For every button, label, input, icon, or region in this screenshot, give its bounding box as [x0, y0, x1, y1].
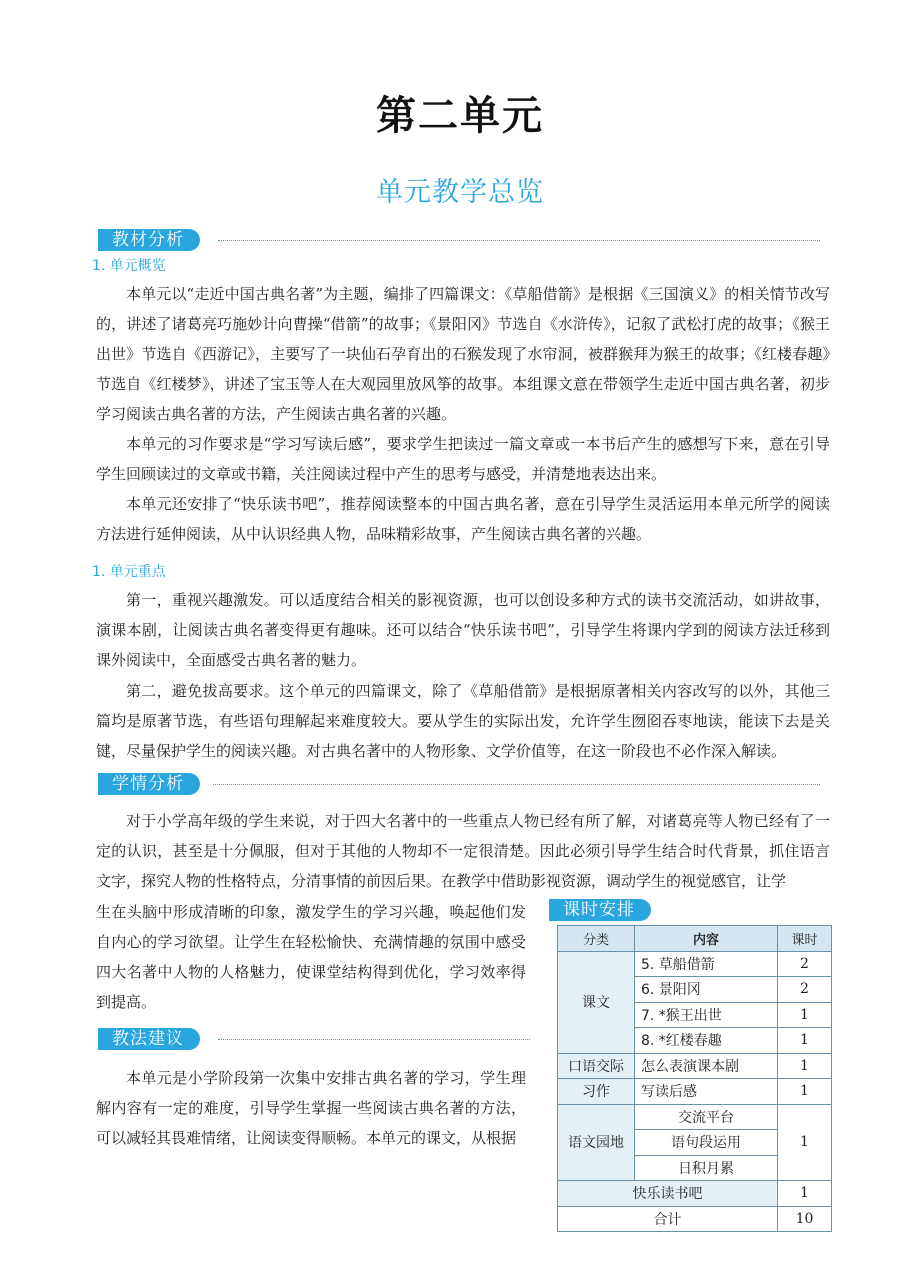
section-divider: [218, 1039, 530, 1040]
table-header-row: [558, 926, 832, 952]
lesson-item: 写读后感: [635, 1079, 778, 1105]
lesson-schedule-table: [557, 925, 832, 1232]
lesson-hours: 1: [778, 1079, 832, 1105]
lesson-item: 交流平台: [635, 1104, 778, 1130]
lesson-hours: 2: [778, 951, 832, 977]
table-row: [558, 1181, 832, 1207]
lesson-hours: 1: [778, 1053, 832, 1079]
students-paragraph: 生在头脑中形成清晰的印象，激发学生的学习兴趣，唤起他们发自内心的学习欲望。让学生在轻松愉快、充满情趣的氛围中感受四大名著中人物的人格魅力，使课堂结构得到优化，学习效率得到提高。: [96, 903, 526, 1011]
lesson-item: 怎么表演课本剧: [635, 1053, 778, 1079]
lesson-hours: 1: [778, 1181, 832, 1207]
lesson-hours: 1: [778, 1104, 832, 1181]
section-label-students: 学情分析: [98, 773, 200, 795]
table-total-row: [558, 1206, 832, 1232]
header-category: 分类: [558, 926, 635, 952]
lesson-item: 6. 景阳冈: [635, 977, 778, 1003]
section-header-materials: [98, 229, 820, 251]
category-writing: 习作: [558, 1079, 635, 1105]
table-row: [558, 1104, 832, 1130]
overview-heading: 1. 单元概览: [92, 258, 166, 274]
focus-paragraph: 第一，重视兴趣激发。可以适度结合相关的影视资源，也可以创设多种方式的读书交流活动，如讲故事，演课本剧，让阅读古典名著变得更有趣味。还可以结合“快乐读书吧”，引导学生将课内学到的阅读方法迁移到课外阅读中，全面感受古典名著的魅力。: [96, 591, 830, 669]
table-row: [558, 1079, 832, 1105]
page-title: 第二单元: [376, 93, 544, 139]
lesson-item: 7. *猴王出世: [635, 1002, 778, 1028]
section-label-schedule: 课时安排: [549, 899, 651, 921]
table-row: [558, 1053, 832, 1079]
students-paragraph: 对于小学高年级的学生来说，对于四大名著中的一些重点人物已经有所了解，对诸葛亮等人物已经有了一定的认识，甚至是十分佩服，但对于其他的人物却不一定很清楚。因此必须引导学生结合时代背景，抓住语言文字，探究人物的性格特点，分清事情的前因后果。在教学中借助影视资源，调动学生的视觉感官，让学: [96, 812, 830, 890]
category-texts: 课文: [558, 951, 635, 1053]
header-content: 内容: [635, 926, 778, 952]
section-label-methods: 教法建议: [98, 1028, 200, 1050]
section-divider: [213, 784, 820, 785]
lesson-hours: 2: [778, 977, 832, 1003]
category-garden: 语文园地: [558, 1104, 635, 1181]
lesson-hours: 1: [778, 1002, 832, 1028]
lesson-item: 8. *红楼春趣: [635, 1028, 778, 1054]
section-divider: [218, 240, 820, 241]
lesson-item: 快乐读书吧: [558, 1181, 778, 1207]
lesson-item: 语句段运用: [635, 1130, 778, 1156]
section-header-methods: [98, 1028, 530, 1050]
total-label: 合计: [558, 1206, 778, 1232]
table-row: [558, 951, 832, 977]
lesson-item: 5. 草船借箭: [635, 951, 778, 977]
overview-paragraph: 本单元以“走近中国古典名著”为主题，编排了四篇课文：《草船借箭》是根据《三国演义》的相关情节改写的，讲述了诸葛亮巧施妙计向曹操“借箭”的故事；《景阳冈》节选自《水浒传》，记叙了武松打虎的故事；《猴王出世》节选自《西游记》，主要写了一块仙石孕育出的石猴发现了水帘洞，被群猴拜为猴王的故事；《红楼春趣》节选自《红楼梦》，讲述了宝玉等人在大观园里放风筝的故事。本组课文意在带领学生走近中国古典名著，初步学习阅读古典名著的方法，产生阅读古典名著的兴趣。: [96, 285, 830, 423]
focus-heading: 1. 单元重点: [92, 564, 166, 580]
methods-paragraph: 本单元是小学阶段第一次集中安排古典名著的学习，学生理解内容有一定的难度，引导学生掌握一些阅读古典名著的方法，可以减轻其畏难情绪，让阅读变得顺畅。本单元的课文，从根据: [96, 1069, 526, 1147]
page-subtitle: 单元教学总览: [376, 177, 544, 208]
overview-paragraph: 本单元的习作要求是“学习写读后感”，要求学生把读过一篇文章或一本书后产生的感想写下来，意在引导学生回顾读过的文章或书籍，关注阅读过程中产生的思考与感受，并清楚地表达出来。: [96, 435, 830, 483]
lesson-item: 日积月累: [635, 1155, 778, 1181]
overview-paragraph: 本单元还安排了“快乐读书吧”，推荐阅读整本的中国古典名著，意在引导学生灵活运用本单元所学的阅读方法进行延伸阅读，从中认识经典人物，品味精彩故事，产生阅读古典名著的兴趣。: [96, 495, 830, 543]
lesson-hours: 1: [778, 1028, 832, 1054]
category-oral: 口语交际: [558, 1053, 635, 1079]
section-header-schedule: [549, 899, 669, 921]
focus-paragraph: 第二，避免拔高要求。这个单元的四篇课文，除了《草船借箭》是根据原著相关内容改写的以外，其他三篇均是原著节选，有些语句理解起来难度较大。要从学生的实际出发，允许学生囫囵吞枣地读，能读下去是关键，尽量保护学生的阅读兴趣。对古典名著中的人物形象、文学价值等，在这一阶段也不必作深入解读。: [96, 682, 830, 760]
header-hours: 课时: [778, 926, 832, 952]
section-label-materials: 教材分析: [98, 229, 200, 251]
total-hours: 10: [778, 1206, 832, 1232]
section-header-students: [98, 773, 820, 795]
